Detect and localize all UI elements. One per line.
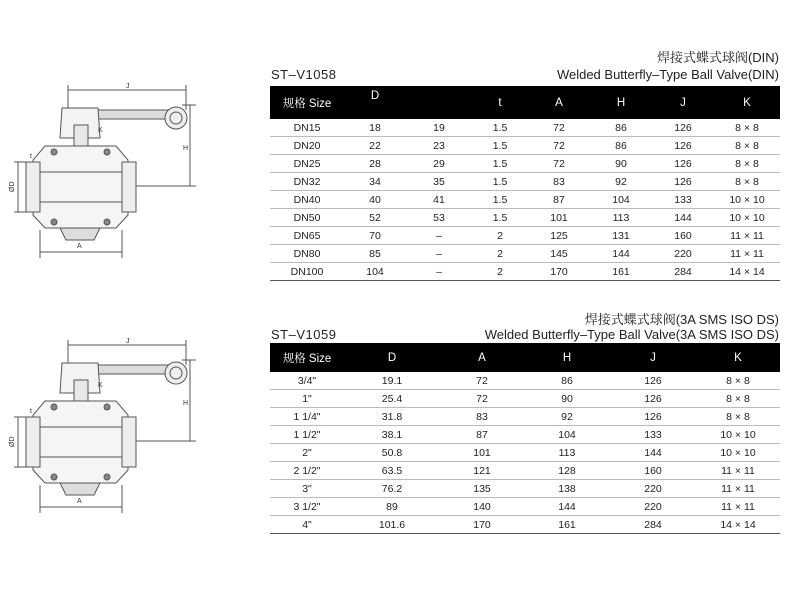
table-cell: 113 [590,209,652,227]
table-cell: 220 [652,245,714,263]
table-row [270,408,780,426]
table-cell: 72 [528,137,590,155]
din-model-number: ST–V1058 [271,67,337,82]
table-cell: 284 [610,516,696,534]
table-cell: 31.8 [344,408,440,426]
dim-od-label: ØD [9,436,16,447]
dim-od-label: ØD [9,181,16,192]
table-cell: 90 [524,390,610,408]
table-row [270,173,780,191]
table-cell: 63.5 [344,462,440,480]
table-cell: 76.2 [344,480,440,498]
table-cell: 121 [440,462,524,480]
table-cell: 220 [610,480,696,498]
dim-h-label: H [183,145,189,152]
table-cell: 8 × 8 [696,372,780,390]
table-cell: 10 × 10 [714,209,780,227]
table-cell: DN40 [270,191,344,209]
table-cell: 126 [610,372,696,390]
table-cell: 1.5 [472,119,528,137]
dim-t-label: t [30,153,32,160]
table-cell: 284 [652,263,714,281]
table-cell: 126 [652,173,714,191]
table-cell: 11 × 11 [714,227,780,245]
table-row [270,498,780,516]
table-cell: 1 1/2" [270,426,344,444]
table-cell: 72 [528,119,590,137]
table-cell: 14 × 14 [714,263,780,281]
table-cell: 2 [472,245,528,263]
table-row [270,245,780,263]
table-cell: 126 [652,119,714,137]
table-cell: 83 [440,408,524,426]
table-cell: 160 [610,462,696,480]
table-cell: 101.6 [344,516,440,534]
table-cell: 19.1 [344,372,440,390]
table-cell: 28 [344,155,406,173]
table-cell: 3 1/2" [270,498,344,516]
table-cell: 19 [406,119,472,137]
table-cell: 1.5 [472,155,528,173]
table-cell: 25.4 [344,390,440,408]
table-cell: 72 [440,390,524,408]
table-cell: 1.5 [472,137,528,155]
table-cell: 160 [652,227,714,245]
sms-title-english: Welded Butterfly–Type Ball Valve(3A SMS ISO DS) [484,327,779,342]
table-cell: 3" [270,480,344,498]
table-cell: 83 [528,173,590,191]
table-cell: 161 [524,516,610,534]
table-cell: 34 [344,173,406,191]
table-cell: 2 [472,227,528,245]
sms-header-row [270,343,780,372]
table-cell: 72 [440,372,524,390]
table-cell: 104 [590,191,652,209]
table-cell: 87 [440,426,524,444]
table-cell: 1" [270,390,344,408]
table-cell: 92 [590,173,652,191]
table-row [270,372,780,390]
table-row [270,444,780,462]
table-cell: DN80 [270,245,344,263]
dim-k-label: K [98,382,103,389]
table-cell: 2" [270,444,344,462]
table-cell: 3/4" [270,372,344,390]
table-row [270,263,780,281]
column-header: D [344,343,440,372]
table-cell: 101 [528,209,590,227]
table-cell: 22 [344,137,406,155]
din-spec-table [270,86,780,281]
table-cell: 126 [652,155,714,173]
dim-j-label: J [126,338,130,345]
table-cell: 170 [528,263,590,281]
table-cell: 8 × 8 [696,408,780,426]
sms-model-number: ST–V1059 [271,327,337,342]
table-cell: – [406,263,472,281]
table-cell: 90 [590,155,652,173]
table-row [270,137,780,155]
table-row [270,191,780,209]
table-cell: 23 [406,137,472,155]
column-header: J [610,343,696,372]
dim-j-label: J [126,83,130,90]
table-cell: 8 × 8 [714,137,780,155]
table-row [270,480,780,498]
table-cell: 14 × 14 [696,516,780,534]
valve-technical-drawing [0,80,215,330]
table-cell: 128 [524,462,610,480]
table-cell: 133 [610,426,696,444]
table-row [270,209,780,227]
din-table-body [270,119,780,281]
table-cell: 126 [610,390,696,408]
table-cell: 8 × 8 [714,173,780,191]
table-cell: 29 [406,155,472,173]
table-cell: 144 [524,498,610,516]
din-title-chinese: 焊接式蝶式球阀(DIN) [656,50,779,65]
table-cell: – [406,245,472,263]
table-cell: 2 [472,263,528,281]
table-cell: 50.8 [344,444,440,462]
table-cell: 144 [590,245,652,263]
table-cell: 135 [440,480,524,498]
column-header [406,86,472,119]
table-cell: DN100 [270,263,344,281]
column-header: A [528,86,590,119]
table-cell: 85 [344,245,406,263]
table-row [270,119,780,137]
table-cell: 145 [528,245,590,263]
table-cell: 131 [590,227,652,245]
table-cell: 53 [406,209,472,227]
table-row [270,516,780,534]
column-header: 规格 Size [270,86,344,119]
column-header: t [472,86,528,119]
table-cell: 10 × 10 [696,426,780,444]
table-cell: 104 [524,426,610,444]
table-cell: 72 [528,155,590,173]
table-cell: 18 [344,119,406,137]
column-header: H [590,86,652,119]
valve-technical-drawing [0,335,215,585]
table-cell: 41 [406,191,472,209]
dim-k-label: K [98,127,103,134]
table-cell: DN15 [270,119,344,137]
table-cell: 140 [440,498,524,516]
table-cell: 10 × 10 [696,444,780,462]
table-cell: 86 [590,137,652,155]
table-cell: 126 [610,408,696,426]
table-cell: 35 [406,173,472,191]
table-cell: DN32 [270,173,344,191]
column-header: D [344,86,406,119]
table-cell: 1.5 [472,173,528,191]
table-row [270,227,780,245]
table-cell: 4" [270,516,344,534]
table-cell: 125 [528,227,590,245]
table-cell: 161 [590,263,652,281]
sms-table-body [270,372,780,534]
column-header: 规格 Size [270,343,344,372]
table-cell: 220 [610,498,696,516]
table-cell: 52 [344,209,406,227]
table-cell: 101 [440,444,524,462]
table-row [270,462,780,480]
dim-h-label: H [183,400,189,407]
table-cell: 10 × 10 [714,191,780,209]
table-row [270,426,780,444]
table-cell: 126 [652,137,714,155]
table-cell: 170 [440,516,524,534]
table-row [270,390,780,408]
valve-drawing-din [0,80,215,330]
sms-spec-table [270,343,780,534]
din-title-english: Welded Butterfly–Type Ball Valve(DIN) [556,67,779,82]
sms-title-chinese: 焊接式蝶式球阀(3A SMS ISO DS) [584,312,779,327]
table-cell: 86 [590,119,652,137]
table-cell: 87 [528,191,590,209]
column-header: J [652,86,714,119]
table-cell: 1 1/4" [270,408,344,426]
table-cell: 144 [610,444,696,462]
table-cell: 1.5 [472,209,528,227]
table-cell: – [406,227,472,245]
table-cell: 89 [344,498,440,516]
table-cell: 92 [524,408,610,426]
table-cell: 133 [652,191,714,209]
column-header: K [696,343,780,372]
dim-a-label: A [77,498,82,505]
table-cell: 8 × 8 [714,155,780,173]
table-cell: 11 × 11 [696,498,780,516]
table-cell: DN25 [270,155,344,173]
table-cell: 38.1 [344,426,440,444]
table-cell: 8 × 8 [714,119,780,137]
dim-t-label: t [30,408,32,415]
table-cell: 86 [524,372,610,390]
table-cell: DN65 [270,227,344,245]
table-cell: 40 [344,191,406,209]
table-cell: DN20 [270,137,344,155]
table-cell: 1.5 [472,191,528,209]
table-row [270,155,780,173]
table-cell: 11 × 11 [696,480,780,498]
table-cell: 8 × 8 [696,390,780,408]
table-cell: 2 1/2" [270,462,344,480]
column-header: K [714,86,780,119]
din-header-row [270,86,780,119]
table-cell: 113 [524,444,610,462]
table-cell: DN50 [270,209,344,227]
table-cell: 11 × 11 [714,245,780,263]
table-cell: 104 [344,263,406,281]
table-cell: 70 [344,227,406,245]
column-header: H [524,343,610,372]
table-cell: 138 [524,480,610,498]
table-cell: 11 × 11 [696,462,780,480]
dim-a-label: A [77,243,82,250]
column-header: A [440,343,524,372]
valve-drawing-sms [0,335,215,585]
table-cell: 144 [652,209,714,227]
